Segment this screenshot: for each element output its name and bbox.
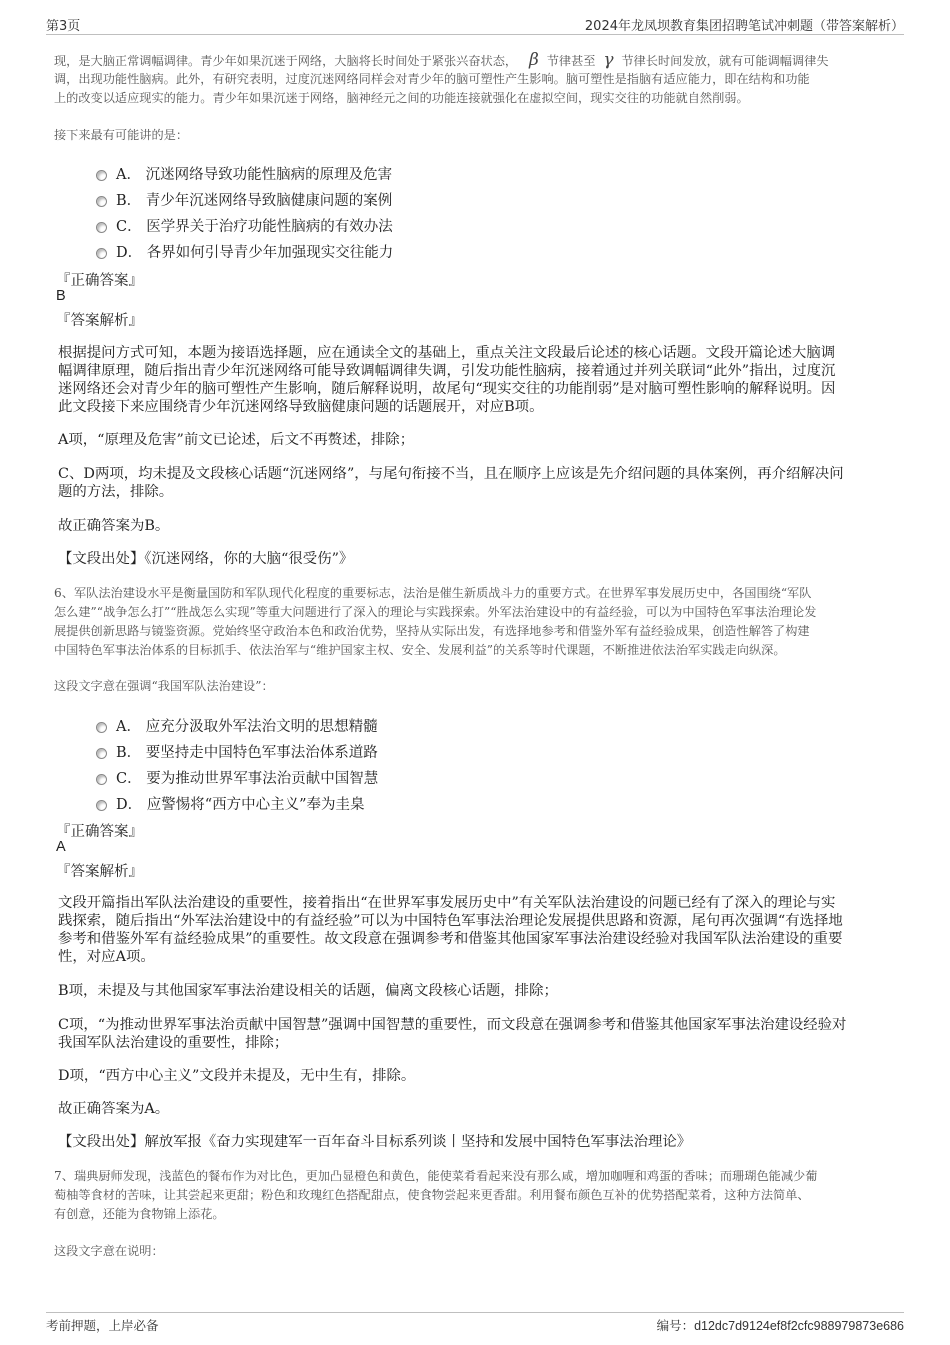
q5-conclusion: 故正确答案为B。 — [58, 518, 170, 534]
q5-option-a-radio[interactable] — [96, 170, 107, 181]
q5-answer: B — [56, 288, 66, 304]
q7-passage: 7、瑞典厨师发现，浅蓝色的餐布作为对比色，更加凸显橙色和黄色，能使菜肴看起来没有那么咸，增加咖喱和鸡蛋的香味；而珊瑚色能减少葡 萄柚等食材的苦味，让其尝起来更甜；粉色和玫瑰红色搭配甜点，使食物尝起来更香甜。利用餐布颜色互补的优势搭配菜肴，这种方法简单、 有创意，还能为食物锦上添花。 — [54, 1169, 818, 1221]
page-number: 第3页 — [46, 19, 81, 34]
q6-conclusion: 故正确答案为A。 — [58, 1101, 170, 1117]
q6-note-c: C项，“为推动世界军事法治贡献中国智慧”强调中国智慧的重要性，而文段意在强调参考和借鉴其他国家军事法治建设经验对 我国军队法治建设的重要性，排除； — [58, 1017, 847, 1051]
q6-option-d[interactable]: D． 应警惕将“西方中心主义”奉为圭臬 — [116, 797, 365, 813]
document-title: 2024年龙凤坝教育集团招聘笔试冲刺题（带答案解析） — [584, 19, 904, 34]
q5-passage-line-2: 调，出现功能性脑病。此外，有研究表明，过度沉迷网络同样会对青少年的脑可塑性产生影响。脑可塑性是指脑有适应能力，即在结构和功能 — [54, 72, 810, 86]
q5-option-a[interactable]: A． 沉迷网络导致功能性脑病的原理及危害 — [116, 167, 393, 183]
q6-option-a[interactable]: A． 应充分汲取外军法治文明的思想精髓 — [116, 719, 378, 735]
q5-option-c-radio[interactable] — [96, 222, 107, 233]
q5-option-b[interactable]: B． 青少年沉迷网络导致脑健康问题的案例 — [116, 193, 393, 209]
q6-option-a-radio[interactable] — [96, 722, 107, 733]
q5-option-d[interactable]: D． 各界如何引导青少年加强现实交往能力 — [116, 245, 394, 261]
q5-question: 接下来最有可能讲的是： — [54, 128, 189, 142]
q5-passage-line-3: 上的改变以适应现实的能力。青少年如果沉迷于网络，脑神经元之间的功能连接就强化在虚拟空间，现实交往的功能就自然削弱。 — [54, 91, 749, 105]
q6-analysis: 文段开篇指出军队法治建设的重要性，接着指出“在世界军事发展历史中”有关军队法治建设的问题已经有了深入的理论与实 践探索，随后指出“外军法治建设中的有益经验”可以为中国特色军事法治理论发展提供思路和资源，尾句再次强调“有选择地 参考和借鉴外军有益经验成果”的重要性。故文段意在强调参考和借鉴其他国家军事法治建设经验对我国军队法治建设的重要 性，对应A项。 — [58, 895, 843, 965]
q5-analysis-label: 『答案解析』 — [56, 313, 143, 329]
q6-source: 【文段出处】解放军报《奋力实现建军一百年奋斗目标系列谈丨坚持和发展中国特色军事法治理论》 — [58, 1134, 692, 1150]
footer-slogan: 考前押题，上岸必备 — [46, 1318, 159, 1333]
q6-note-b: B项，未提及与其他国家军事法治建设相关的话题，偏离文段核心话题，排除； — [58, 983, 558, 999]
document-code: 编号：d12dc7d9124ef8f2cfc988979873e686 — [656, 1318, 904, 1333]
q5-note-a: A项，“原理及危害”前文已论述，后文不再赘述，排除； — [58, 432, 415, 448]
q6-option-b-radio[interactable] — [96, 748, 107, 759]
q5-option-b-radio[interactable] — [96, 196, 107, 207]
q6-option-b[interactable]: B． 要坚持走中国特色军事法治体系道路 — [116, 745, 378, 761]
q6-note-d: D项，“西方中心主义”文段并未提及，无中生有，排除。 — [58, 1068, 416, 1084]
q6-option-c-radio[interactable] — [96, 774, 107, 785]
q5-option-c[interactable]: C． 医学界关于治疗功能性脑病的有效办法 — [116, 219, 393, 235]
q5-note-cd: C、D两项，均未提及文段核心话题“沉迷网络”，与尾句衔接不当，且在顺序上应该是先介绍问题的具体案例，再介绍解决问 题的方法，排除。 — [58, 466, 844, 500]
gamma-symbol: γ — [603, 50, 614, 70]
q5-answer-label: 『正确答案』 — [56, 273, 143, 289]
q6-option-c[interactable]: C． 要为推动世界军事法治贡献中国智慧 — [116, 771, 379, 787]
q5-source: 【文段出处】《沉迷网络，你的大脑“很受伤”》 — [58, 551, 354, 567]
q5-option-d-radio[interactable] — [96, 248, 107, 259]
q7-question: 这段文字意在说明： — [54, 1244, 164, 1258]
page-footer — [46, 1312, 904, 1335]
q6-answer: A — [56, 839, 66, 855]
q6-option-d-radio[interactable] — [96, 800, 107, 811]
q6-passage: 6、军队法治建设水平是衡量国防和军队现代化程度的重要标志，法治是催生新质战斗力的重要方式。在世界军事发展历史中，各国围绕“军队 怎么建”“战争怎么打”“胜战怎么实现”等重大问题进行了深入的理论与实践探索。外军法治建设中的有益经验，可以为中国特色军事法治理论发 展提供创新思路与镜鉴资源。党始终坚守政治本色和政治优势，坚持从实际出发，有选择地参考和借鉴外军有益经验成果，创造性解答了构建 中国特色军事法治体系的目标抓手、依法治军与“维护国家主权、安全、发展利益”的关系等时代课题，不断推进依法治军实践走向纵深。 — [54, 586, 817, 657]
page-header — [46, 14, 904, 35]
q6-question: 这段文字意在强调“我国军队法治建设”： — [54, 679, 274, 693]
q5-passage-line-1: 现，是大脑正常调幅调律。青少年如果沉迷于网络，大脑将长时间处于紧张兴奋状态， β 节律甚至 γ 节律长时间发放，就有可能调幅调律失 — [54, 50, 829, 70]
q6-answer-label: 『正确答案』 — [56, 824, 143, 840]
beta-symbol: β — [529, 50, 539, 70]
q5-analysis: 根据提问方式可知，本题为接语选择题，应在通读全文的基础上，重点关注文段最后论述的核心话题。文段开篇论述大脑调 幅调律原理，随后指出青少年沉迷网络可能导致调幅调律失调，引发功能性脑病，接着通过并列关联词“此外”指出，过度沉 迷网络还会对青少年的脑可塑性产生影响，随后解释说明，故尾句“现实交往的功能削弱”是对脑可塑性影响的解释说明。因 此文段接下来应围绕青少年沉迷网络导致脑健康问题的话题展开，对应B项。 — [58, 345, 836, 415]
q6-analysis-label: 『答案解析』 — [56, 864, 143, 880]
